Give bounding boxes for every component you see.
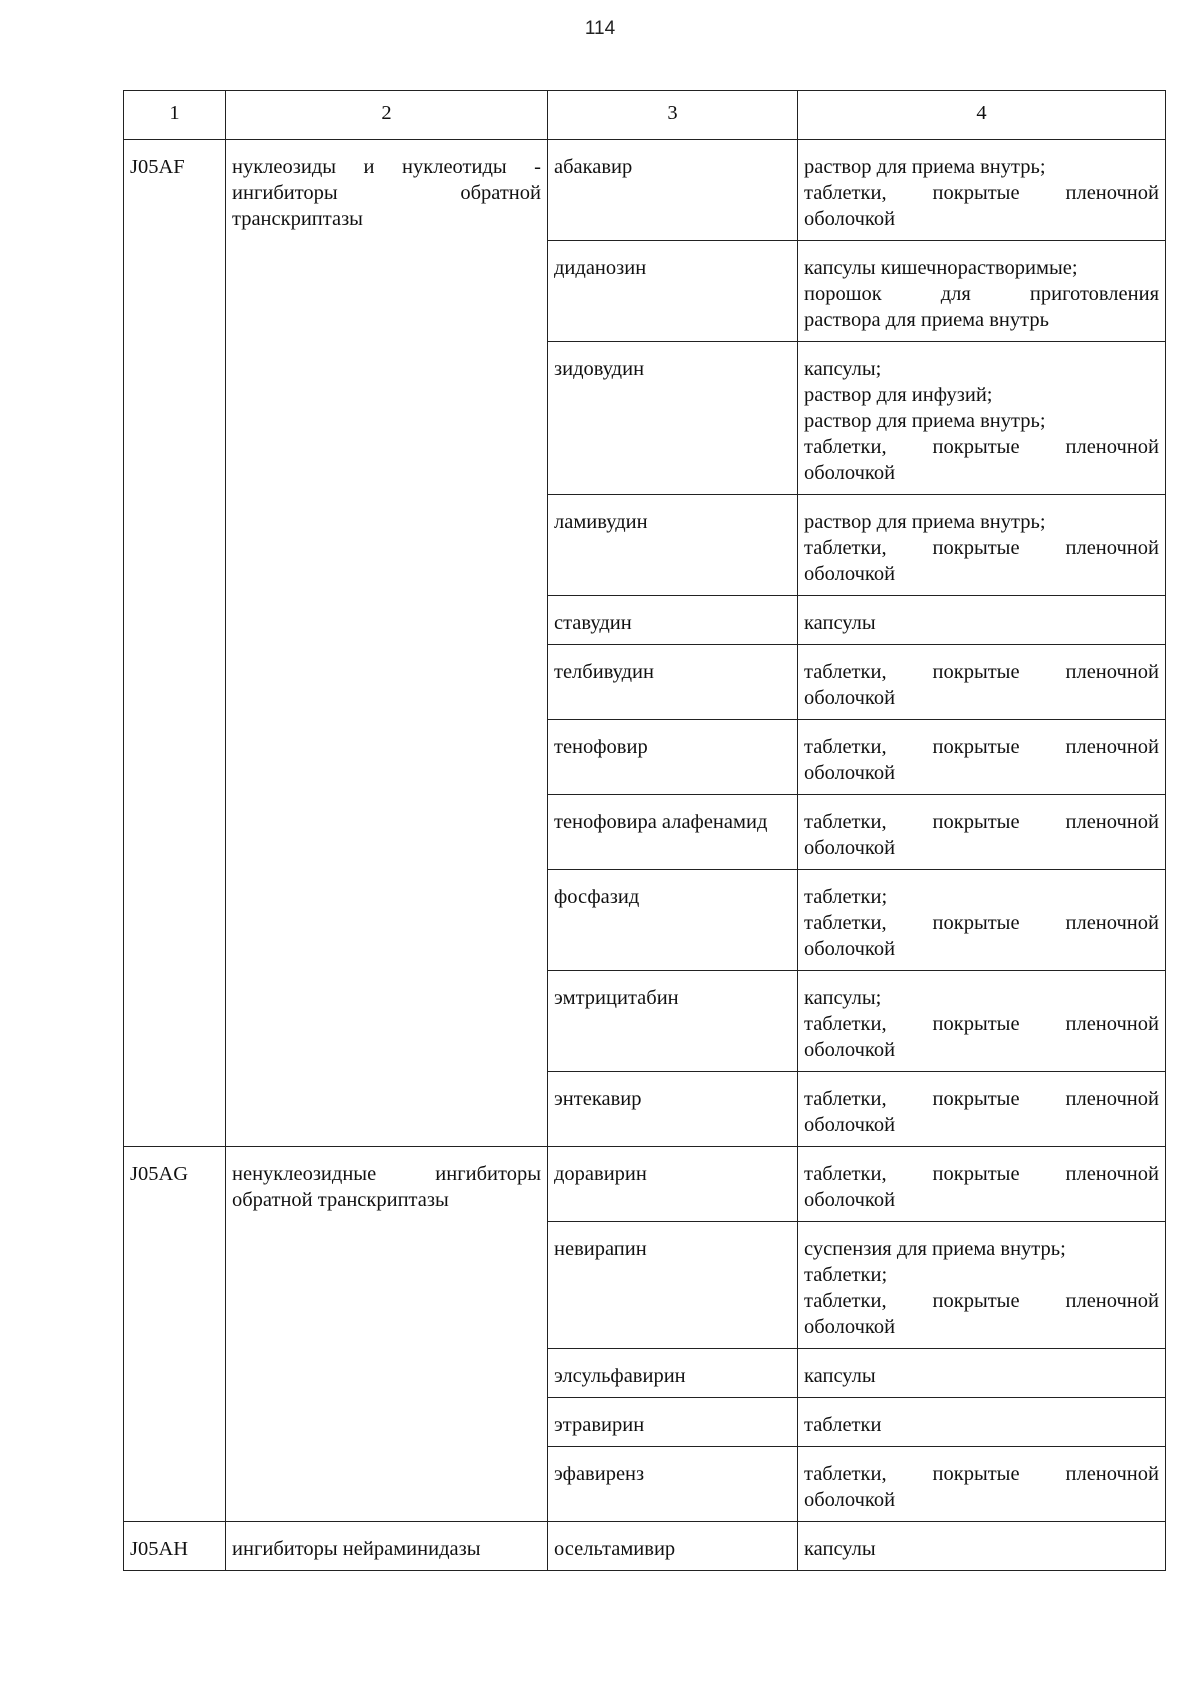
dosage-form-line: капсулы; xyxy=(804,987,882,1009)
dosage-form-line: таблетки, покрытые пленочной xyxy=(804,1290,1159,1312)
dosage-form-line: оболочкой xyxy=(804,938,896,960)
table-row xyxy=(124,140,1166,241)
drug-name-cell: доравирин xyxy=(548,1147,798,1222)
dosage-form-line: оболочкой xyxy=(804,1039,896,1061)
group-name-line: ненуклеозидные ингибиторы xyxy=(232,1163,541,1185)
dosage-form-cell xyxy=(798,1522,1166,1571)
dosage-form-line: суспензия для приема внутрь; xyxy=(804,1238,1066,1260)
dosage-form-line: таблетки, покрытые пленочной xyxy=(804,736,1159,758)
dosage-form-line: таблетки, покрытые пленочной xyxy=(804,1463,1159,1485)
dosage-form-line: оболочкой xyxy=(804,1489,896,1511)
column-header-4: 4 xyxy=(798,91,1166,140)
dosage-form-line: оболочкой xyxy=(804,762,896,784)
table-row xyxy=(124,1522,1166,1571)
dosage-form-line: таблетки, покрытые пленочной xyxy=(804,1013,1159,1035)
drug-name-cell: ламивудин xyxy=(548,495,798,596)
atc-code-cell: J05AH xyxy=(124,1522,226,1571)
dosage-form-line: таблетки; xyxy=(804,886,888,908)
dosage-form-line: оболочкой xyxy=(804,208,896,230)
dosage-form-line: раствор для инфузий; xyxy=(804,384,993,406)
dosage-form-cell xyxy=(798,140,1166,241)
dosage-form-line: оболочкой xyxy=(804,1316,896,1338)
column-header-2: 2 xyxy=(226,91,548,140)
pharmacological-group-cell xyxy=(226,140,548,1147)
dosage-form-line: оболочкой xyxy=(804,563,896,585)
dosage-form-line: таблетки, покрытые пленочной xyxy=(804,537,1159,559)
dosage-form-line: таблетки, покрытые пленочной xyxy=(804,436,1159,458)
dosage-form-line: капсулы xyxy=(804,612,876,634)
drug-name-cell: этравирин xyxy=(548,1398,798,1447)
drug-name-cell: эмтрицитабин xyxy=(548,971,798,1072)
dosage-form-line: таблетки xyxy=(804,1414,882,1436)
dosage-form-line: таблетки, покрытые пленочной xyxy=(804,182,1159,204)
pharmacological-group-cell xyxy=(226,1147,548,1522)
drug-name-cell: зидовудин xyxy=(548,342,798,495)
dosage-form-line: таблетки, покрытые пленочной xyxy=(804,811,1159,833)
drug-name-cell: элсульфавирин xyxy=(548,1349,798,1398)
dosage-form-cell xyxy=(798,1349,1166,1398)
dosage-form-cell xyxy=(798,1398,1166,1447)
dosage-form-cell xyxy=(798,645,1166,720)
dosage-form-cell xyxy=(798,1147,1166,1222)
dosage-form-line: таблетки; xyxy=(804,1264,888,1286)
dosage-form-line: оболочкой xyxy=(804,1189,896,1211)
group-name-line: ингибиторы нейраминидазы xyxy=(232,1538,481,1560)
group-name-line: ингибиторы обратной xyxy=(232,182,541,204)
dosage-form-line: капсулы xyxy=(804,1365,876,1387)
dosage-form-cell xyxy=(798,241,1166,342)
drug-name-cell: энтекавир xyxy=(548,1072,798,1147)
group-name-line: нуклеозиды и нуклеотиды - xyxy=(232,156,541,178)
dosage-form-line: таблетки, покрытые пленочной xyxy=(804,1163,1159,1185)
dosage-form-line: оболочкой xyxy=(804,687,896,709)
dosage-form-line: капсулы; xyxy=(804,358,882,380)
dosage-form-cell xyxy=(798,870,1166,971)
dosage-form-cell xyxy=(798,342,1166,495)
dosage-form-line: таблетки, покрытые пленочной xyxy=(804,912,1159,934)
group-name-line: транскриптазы xyxy=(232,208,363,230)
dosage-form-line: капсулы кишечнорастворимые; xyxy=(804,257,1078,279)
dosage-form-line: оболочкой xyxy=(804,1114,896,1136)
dosage-form-line: порошок для приготовления xyxy=(804,283,1159,305)
dosage-form-cell xyxy=(798,1222,1166,1349)
dosage-form-cell xyxy=(798,720,1166,795)
drug-name-cell: тенофовир xyxy=(548,720,798,795)
group-name-line: обратной транскриптазы xyxy=(232,1189,449,1211)
drug-name-cell: фосфазид xyxy=(548,870,798,971)
drug-name-cell: тенофовира алафенамид xyxy=(548,795,798,870)
drug-name-cell: ставудин xyxy=(548,596,798,645)
dosage-form-line: раствор для приема внутрь; xyxy=(804,156,1046,178)
atc-code-cell: J05AF xyxy=(124,140,226,1147)
drug-classification-table xyxy=(123,90,1166,1571)
dosage-form-line: раствор для приема внутрь; xyxy=(804,410,1046,432)
dosage-form-cell xyxy=(798,1447,1166,1522)
dosage-form-line: оболочкой xyxy=(804,462,896,484)
dosage-form-cell xyxy=(798,795,1166,870)
dosage-form-line: таблетки, покрытые пленочной xyxy=(804,1088,1159,1110)
dosage-form-line: раствора для приема внутрь xyxy=(804,309,1049,331)
table-body xyxy=(124,140,1166,1571)
drug-name-cell: осельтамивир xyxy=(548,1522,798,1571)
dosage-form-line: капсулы xyxy=(804,1538,876,1560)
drug-name-cell: невирапин xyxy=(548,1222,798,1349)
table-row xyxy=(124,1147,1166,1222)
table-header-row xyxy=(124,91,1166,140)
dosage-form-line: раствор для приема внутрь; xyxy=(804,511,1046,533)
atc-code-cell: J05AG xyxy=(124,1147,226,1522)
drug-name-cell: телбивудин xyxy=(548,645,798,720)
dosage-form-cell xyxy=(798,596,1166,645)
column-header-1: 1 xyxy=(124,91,226,140)
dosage-form-line: таблетки, покрытые пленочной xyxy=(804,661,1159,683)
page-number: 114 xyxy=(584,18,616,39)
dosage-form-cell xyxy=(798,1072,1166,1147)
dosage-form-cell xyxy=(798,971,1166,1072)
drug-name-cell: абакавир xyxy=(548,140,798,241)
dosage-form-line: оболочкой xyxy=(804,837,896,859)
column-header-3: 3 xyxy=(548,91,798,140)
dosage-form-cell xyxy=(798,495,1166,596)
pharmacological-group-cell xyxy=(226,1522,548,1571)
drug-name-cell: диданозин xyxy=(548,241,798,342)
drug-name-cell: эфавиренз xyxy=(548,1447,798,1522)
